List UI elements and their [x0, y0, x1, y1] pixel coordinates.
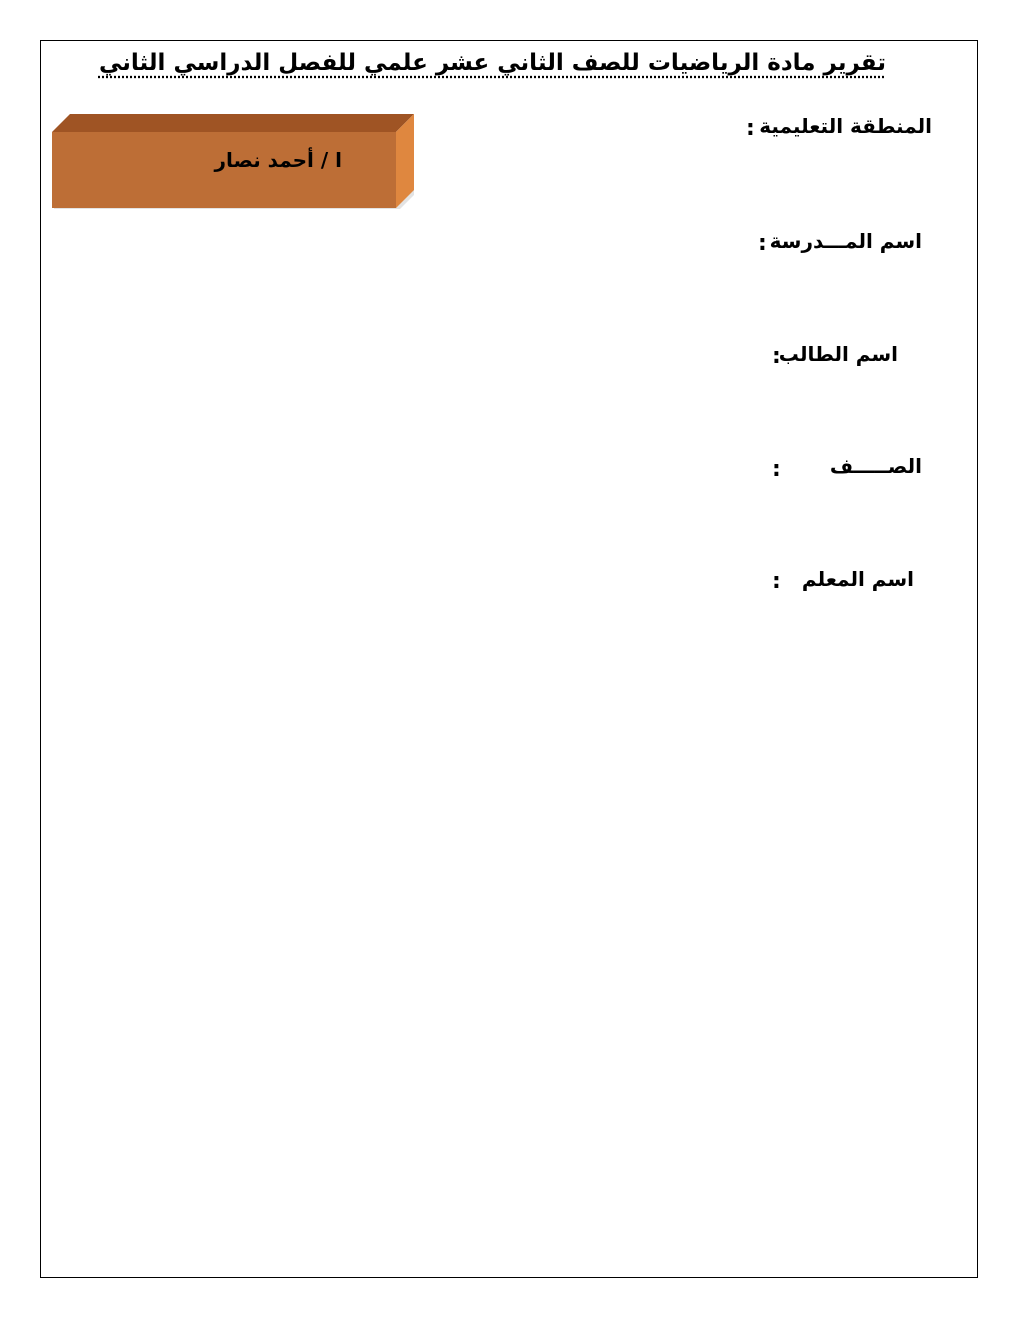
teacher-name-text: ا / أحمد نصار: [214, 148, 342, 172]
field-label-class: الصـــــف: [829, 454, 922, 478]
field-label-teacher: اسم المعلم: [801, 567, 914, 591]
page-border: [40, 40, 978, 1278]
field-colon-student: :: [772, 344, 781, 369]
field-label-school: اسم المـــدرسة: [769, 229, 922, 253]
field-colon-class: :: [772, 457, 781, 482]
teacher-name-box: [52, 114, 414, 210]
field-colon-region: :: [746, 116, 755, 141]
field-label-student: اسم الطالب: [778, 342, 898, 366]
field-label-region: المنطقة التعليمية: [759, 114, 932, 138]
field-colon-teacher: :: [772, 569, 781, 594]
field-colon-school: :: [758, 231, 767, 256]
document-title: تقرير مادة الرياضيات للصف الثاني عشر علمي للفصل الدراسي الثاني: [98, 50, 886, 76]
